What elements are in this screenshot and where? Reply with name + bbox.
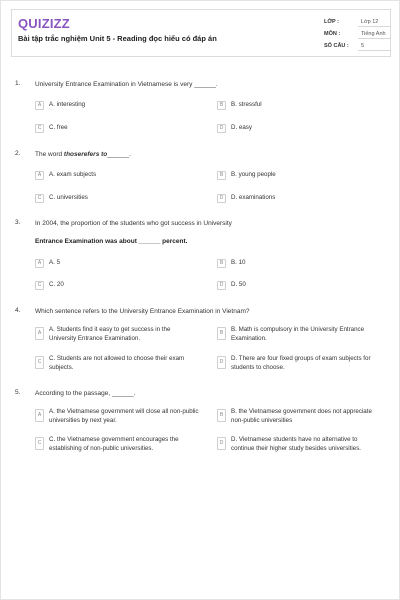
option-a[interactable] <box>35 101 199 110</box>
question-text-emphasis: thoserefers to <box>63 151 108 158</box>
option-letter: A <box>35 171 44 180</box>
option-b[interactable] <box>217 171 381 180</box>
option-text: D. Vietnamese students have no alternative to continue their higher study besides universities. <box>231 436 362 452</box>
option-letter: A <box>35 101 44 110</box>
option-text: A. exam subjects <box>49 171 97 178</box>
option-text: C. 20 <box>49 281 64 288</box>
option-a[interactable] <box>35 259 199 268</box>
option-text: B. stressful <box>231 101 262 108</box>
option-letter: D <box>217 281 226 290</box>
option-d[interactable] <box>217 124 381 133</box>
option-text: C. universities <box>49 194 88 201</box>
worksheet-meta <box>324 16 390 52</box>
meta-row-subject <box>324 28 390 40</box>
option-letter: C <box>35 281 44 290</box>
question-number: 2. <box>15 150 21 157</box>
option-letter: A <box>35 259 44 268</box>
option-a[interactable] <box>35 326 199 343</box>
option-text: D. There are four fixed groups of exam subjects for students to choose. <box>231 355 371 371</box>
option-text: B. young people <box>231 171 276 178</box>
question-text: According to the passage, ______. <box>35 390 136 397</box>
option-b[interactable] <box>217 326 381 343</box>
worksheet-header <box>11 9 391 57</box>
meta-label: SỐ CÂU : <box>324 43 349 49</box>
option-letter: D <box>217 124 226 133</box>
meta-label: LỚP : <box>324 19 339 25</box>
option-b[interactable] <box>217 408 381 425</box>
option-letter: A <box>35 409 44 422</box>
option-letter: C <box>35 194 44 203</box>
option-c[interactable] <box>35 194 199 203</box>
question-number: 3. <box>15 219 21 226</box>
option-d[interactable] <box>217 281 381 290</box>
meta-value: Tiếng Anh <box>358 29 390 39</box>
option-d[interactable] <box>217 194 381 203</box>
option-b[interactable] <box>217 101 381 110</box>
option-letter: C <box>35 437 44 450</box>
option-letter: B <box>217 409 226 422</box>
question-number: 4. <box>15 307 21 314</box>
option-text: D. easy <box>231 124 252 131</box>
question-text-suffix: ______. <box>107 151 131 158</box>
option-text: A. the Vietnamese government will close all non-public universities by next year. <box>49 408 199 424</box>
option-text: C. free <box>49 124 68 131</box>
meta-row-grade <box>324 16 390 28</box>
meta-row-question-count <box>324 40 390 52</box>
option-letter: B <box>217 101 226 110</box>
option-text: B. Math is compulsory in the University Entrance Examination. <box>231 326 365 342</box>
meta-label: MÔN : <box>324 31 341 37</box>
option-a[interactable] <box>35 408 199 425</box>
question-text: Which sentence refers to the University Entrance Examination in Vietnam? <box>35 308 250 315</box>
option-b[interactable] <box>217 259 381 268</box>
option-d[interactable] <box>217 355 381 372</box>
meta-value: Lớp 12 <box>358 17 390 27</box>
option-letter: D <box>217 437 226 450</box>
option-letter: A <box>35 327 44 340</box>
option-a[interactable] <box>35 171 199 180</box>
option-d[interactable] <box>217 436 381 453</box>
option-text: D. 50 <box>231 281 246 288</box>
option-letter: D <box>217 194 226 203</box>
question-text <box>35 150 375 159</box>
option-text: B. the Vietnamese government does not appreciate non-public universities <box>231 408 372 424</box>
option-c[interactable] <box>35 436 199 453</box>
question-number: 5. <box>15 389 21 396</box>
question-number: 1. <box>15 80 21 87</box>
option-letter: B <box>217 171 226 180</box>
option-text: A. interesting <box>49 101 86 108</box>
meta-value: 5 <box>358 41 390 51</box>
option-text: C. the Vietnamese government encourages the establishing of non-public universities. <box>49 436 179 452</box>
question-text-prefix: The word <box>35 151 64 158</box>
worksheet-title: Bài tập trắc nghiệm Unit 5 - Reading đọc hiểu có đáp án <box>18 34 217 43</box>
option-c[interactable] <box>35 355 199 372</box>
quizizz-logo: QUIZIZZ <box>18 16 70 31</box>
option-text: C. Students are not allowed to choose their exam subjects. <box>49 355 185 371</box>
option-text: B. 10 <box>231 259 246 266</box>
option-text: A. 5 <box>49 259 61 266</box>
question-text: University Entrance Examination in Vietnamese is very ______. <box>35 81 218 88</box>
option-c[interactable] <box>35 281 199 290</box>
option-c[interactable] <box>35 124 199 133</box>
option-letter: B <box>217 327 226 340</box>
option-text: D. examinations <box>231 194 276 201</box>
option-text: A. Students find it easy to get success in the University Entrance Examination. <box>49 326 171 342</box>
option-letter: C <box>35 124 44 133</box>
question-text-continued: Entrance Examination was about ______ percent. <box>35 238 188 245</box>
option-letter: C <box>35 356 44 369</box>
option-letter: B <box>217 259 226 268</box>
question-text: In 2004, the proportion of the students who got success in University <box>35 220 232 227</box>
option-letter: D <box>217 356 226 369</box>
